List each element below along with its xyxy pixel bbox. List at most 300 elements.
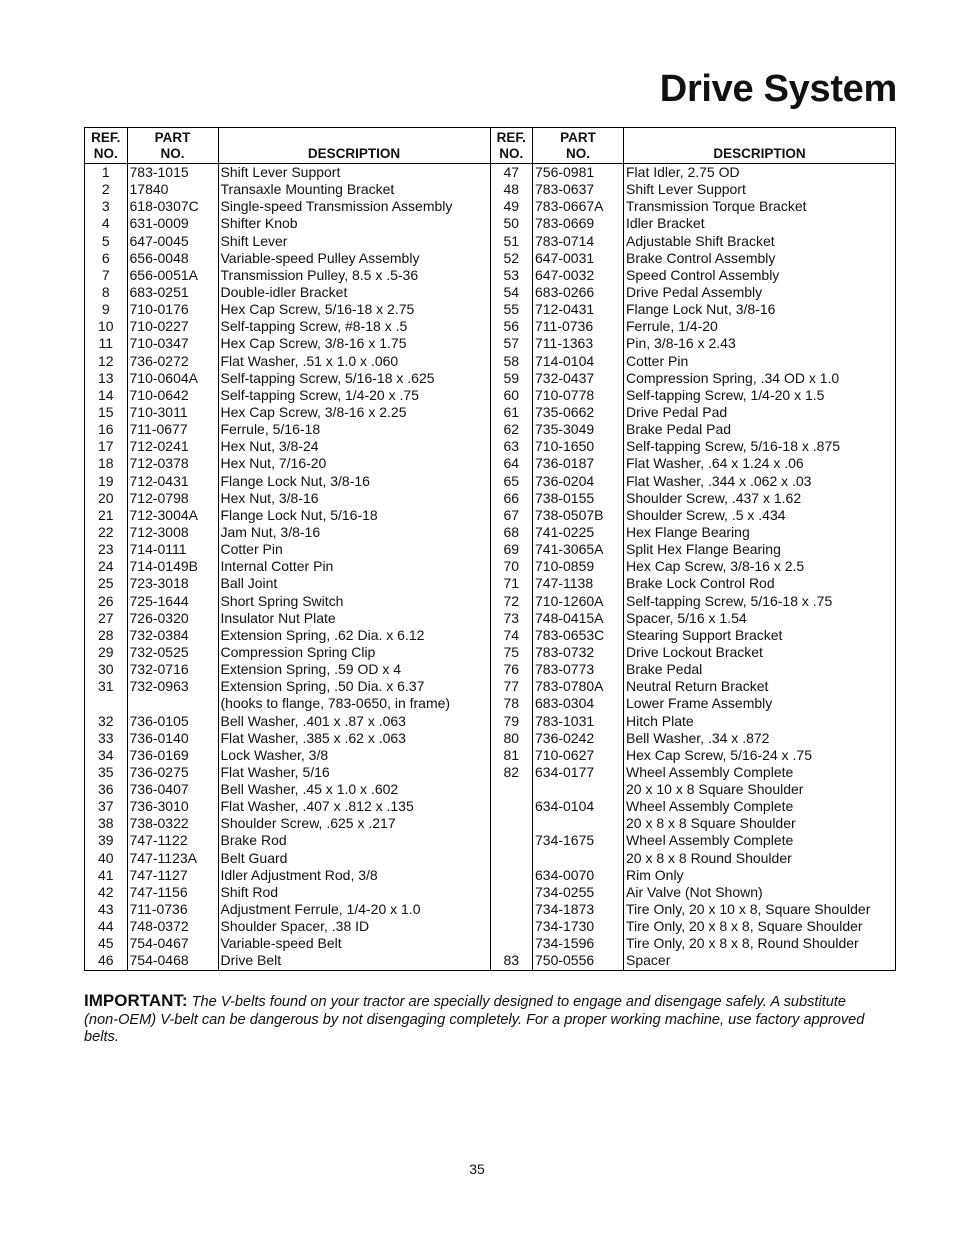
table-row: [491, 215, 896, 232]
table-row: [85, 267, 490, 284]
ref-no-cell: 37: [97, 798, 114, 815]
description-cell: Insulator Nut Plate: [218, 610, 490, 627]
ref-no-cell: 69: [503, 541, 520, 558]
table-row: [491, 284, 896, 301]
ref-no-cell: 15: [97, 403, 114, 420]
table-row: [85, 421, 490, 438]
table-row: [491, 884, 896, 901]
ref-no-cell: 74: [503, 626, 520, 643]
part-no-cell: 736-3010: [127, 798, 218, 815]
table-row: [491, 181, 896, 198]
part-no-cell: 683-0266: [533, 284, 624, 301]
ref-no-cell: 43: [97, 901, 114, 918]
table-row: [85, 524, 490, 541]
ref-no-cell: 48: [503, 181, 520, 198]
ref-no-cell: 14: [97, 386, 114, 403]
ref-no-cell: 78: [503, 695, 520, 712]
table-row: [85, 832, 490, 849]
description-header: DESCRIPTION: [218, 128, 490, 164]
description-cell: Self-tapping Screw, 1/4-20 x 1.5: [624, 387, 896, 404]
ref-no-header: [491, 128, 533, 164]
description-cell: Stearing Support Bracket: [624, 627, 896, 644]
description-cell: Flat Washer, .64 x 1.24 x .06: [624, 455, 896, 472]
part-no-cell: 736-0272: [127, 353, 218, 370]
table-row: [491, 798, 896, 815]
description-cell: Brake Control Assembly: [624, 250, 896, 267]
table-row: [491, 387, 896, 404]
parts-table-right: [490, 128, 896, 970]
ref-no-cell: 5: [101, 232, 110, 249]
part-no-cell: 732-0963: [127, 678, 218, 695]
ref-no-cell: 46: [97, 952, 114, 969]
ref-no-cell: 44: [97, 918, 114, 935]
ref-no-cell: 77: [503, 678, 520, 695]
parts-rows-right: [491, 164, 896, 970]
table-row: [85, 541, 490, 558]
table-row: [85, 644, 490, 661]
part-no-cell: 710-1260A: [533, 593, 624, 610]
description-cell: Hex Nut, 3/8-24: [218, 438, 490, 455]
part-no-cell: 783-0669: [533, 215, 624, 232]
description-cell: Self-tapping Screw, #8-18 x .5: [218, 318, 490, 335]
table-header-row: [85, 128, 490, 164]
table-row: [491, 198, 896, 215]
part-no-cell: 618-0307C: [127, 198, 218, 215]
part-no-cell: 732-0716: [127, 661, 218, 678]
table-row: [491, 747, 896, 764]
table-row: [85, 455, 490, 472]
part-no-cell: 732-0437: [533, 370, 624, 387]
ref-no-cell: 54: [503, 283, 520, 300]
ref-no-cell: 8: [101, 283, 110, 300]
description-cell: Flat Washer, .407 x .812 x .135: [218, 798, 490, 815]
description-cell: Bell Washer, .401 x .87 x .063: [218, 713, 490, 730]
ref-no-cell: 22: [97, 523, 114, 540]
part-no-cell: 710-1650: [533, 438, 624, 455]
part-no-cell: [533, 850, 624, 867]
description-cell: Hex Cap Screw, 3/8-16 x 1.75: [218, 335, 490, 352]
page-number: 35: [469, 1161, 485, 1177]
table-row: [85, 473, 490, 490]
table-row: [85, 867, 490, 884]
ref-no-cell: 12: [97, 352, 114, 369]
table-row: [491, 730, 896, 747]
part-no-cell: 712-0241: [127, 438, 218, 455]
ref-no-cell: 83: [503, 952, 520, 969]
table-row: [85, 627, 490, 644]
table-row: [491, 593, 896, 610]
part-no-cell: 634-0104: [533, 798, 624, 815]
table-row: [491, 713, 896, 730]
part-no-cell: 647-0045: [127, 233, 218, 250]
table-row: [491, 421, 896, 438]
parts-rows-left: [85, 164, 490, 970]
table-row: [491, 867, 896, 884]
ref-no-cell: 55: [503, 301, 520, 318]
part-no-cell: 725-1644: [127, 593, 218, 610]
ref-no-cell: 32: [97, 712, 114, 729]
part-no-cell: 712-3004A: [127, 507, 218, 524]
table-row: [85, 713, 490, 730]
table-row: [85, 747, 490, 764]
part-no-header: [533, 128, 624, 164]
description-cell: Lower Frame Assembly: [624, 695, 896, 712]
description-cell: Drive Pedal Pad: [624, 404, 896, 421]
ref-no-cell: [491, 918, 533, 935]
description-cell: Extension Spring, .50 Dia. x 6.37: [218, 678, 490, 695]
description-cell: Shift Lever: [218, 233, 490, 250]
description-cell: Hex Nut, 7/16-20: [218, 455, 490, 472]
ref-no-cell: [491, 867, 533, 884]
part-no-cell: 17840: [127, 181, 218, 198]
description-cell: Cotter Pin: [624, 353, 896, 370]
description-cell: Hex Cap Screw, 3/8-16 x 2.25: [218, 404, 490, 421]
table-row: [85, 798, 490, 815]
table-row: [491, 832, 896, 849]
part-no-cell: 747-1123A: [127, 850, 218, 867]
ref-no-cell: 18: [97, 455, 114, 472]
table-row: [85, 730, 490, 747]
table-row: [85, 593, 490, 610]
description-cell: Variable-speed Pulley Assembly: [218, 250, 490, 267]
part-no-cell: 656-0048: [127, 250, 218, 267]
description-cell: Adjustable Shift Bracket: [624, 233, 896, 250]
table-row: [491, 404, 896, 421]
part-no-cell: 747-1156: [127, 884, 218, 901]
ref-no-cell: 26: [97, 592, 114, 609]
table-row: [491, 301, 896, 318]
important-notice: [84, 992, 874, 1047]
description-cell: Drive Belt: [218, 952, 490, 969]
ref-no-cell: 60: [503, 386, 520, 403]
part-no-cell: 634-0070: [533, 867, 624, 884]
ref-no-cell: 81: [503, 746, 520, 763]
description-cell: Shoulder Screw, .625 x .217: [218, 815, 490, 832]
parts-table-left: [85, 128, 490, 970]
description-cell: Hex Cap Screw, 5/16-24 x .75: [624, 747, 896, 764]
part-no-cell: [127, 695, 218, 712]
ref-no-cell: 6: [101, 249, 110, 266]
part-no-cell: 711-0677: [127, 421, 218, 438]
table-row: [491, 507, 896, 524]
ref-no-cell: 2: [101, 181, 110, 198]
part-no-cell: 711-0736: [533, 318, 624, 335]
ref-no-cell: 52: [503, 249, 520, 266]
part-no-cell: 736-0140: [127, 730, 218, 747]
ref-no-cell: 39: [97, 832, 114, 849]
table-row: [85, 318, 490, 335]
ref-no-cell: [491, 901, 533, 918]
table-row: [85, 901, 490, 918]
ref-no-cell: 27: [97, 609, 114, 626]
ref-no-cell: 13: [97, 369, 114, 386]
ref-no-cell: 1: [101, 164, 110, 180]
part-no-cell: 747-1127: [127, 867, 218, 884]
description-cell: Pin, 3/8-16 x 2.43: [624, 335, 896, 352]
table-row: [85, 404, 490, 421]
description-cell: Belt Guard: [218, 850, 490, 867]
ref-no-cell: 59: [503, 369, 520, 386]
table-row: [85, 558, 490, 575]
part-no-cell: 647-0032: [533, 267, 624, 284]
ref-no-cell: 63: [503, 438, 520, 455]
part-no-cell: 710-0778: [533, 387, 624, 404]
part-no-cell: 710-0604A: [127, 370, 218, 387]
part-no-cell: 712-0798: [127, 490, 218, 507]
part-no-cell: 656-0051A: [127, 267, 218, 284]
ref-no-cell: 33: [97, 729, 114, 746]
description-cell: Self-tapping Screw, 5/16-18 x .625: [218, 370, 490, 387]
description-cell: Ferrule, 5/16-18: [218, 421, 490, 438]
description-cell: Flat Washer, .385 x .62 x .063: [218, 730, 490, 747]
ref-no-cell: 10: [97, 318, 114, 335]
ref-no-cell: 29: [97, 643, 114, 660]
part-no-cell: 736-0105: [127, 713, 218, 730]
description-cell: Split Hex Flange Bearing: [624, 541, 896, 558]
description-cell: Tire Only, 20 x 10 x 8, Square Shoulder: [624, 901, 896, 918]
table-row: [491, 438, 896, 455]
ref-no-cell: 4: [101, 215, 110, 232]
description-cell: Hitch Plate: [624, 713, 896, 730]
table-row: [491, 935, 896, 952]
ref-no-cell: [491, 935, 533, 952]
description-cell: Rim Only: [624, 867, 896, 884]
description-cell: Ferrule, 1/4-20: [624, 318, 896, 335]
description-cell: Short Spring Switch: [218, 593, 490, 610]
ref-no-cell: 49: [503, 198, 520, 215]
description-cell: 20 x 10 x 8 Square Shoulder: [624, 781, 896, 798]
table-row: [85, 370, 490, 387]
table-row: [85, 198, 490, 215]
part-no-cell: 783-0773: [533, 661, 624, 678]
part-no-cell: 726-0320: [127, 610, 218, 627]
description-cell: Wheel Assembly Complete: [624, 832, 896, 849]
part-no-cell: 631-0009: [127, 215, 218, 232]
description-cell: Idler Bracket: [624, 215, 896, 232]
part-no-cell: 710-0347: [127, 335, 218, 352]
table-row: [491, 473, 896, 490]
ref-no-cell: 65: [503, 472, 520, 489]
part-no-cell: 711-1363: [533, 335, 624, 352]
page-title: Drive System: [659, 68, 897, 110]
part-no-cell: 732-0525: [127, 644, 218, 661]
ref-no-header: [85, 128, 127, 164]
part-no-cell: 734-1675: [533, 832, 624, 849]
table-row: [85, 335, 490, 352]
ref-no-cell: 45: [97, 935, 114, 952]
table-row: [491, 815, 896, 832]
table-row: [85, 815, 490, 832]
description-cell: Self-tapping Screw, 5/16-18 x .75: [624, 593, 896, 610]
ref-no-cell: 56: [503, 318, 520, 335]
description-cell: Tire Only, 20 x 8 x 8, Square Shoulder: [624, 918, 896, 935]
part-no-cell: 741-3065A: [533, 541, 624, 558]
description-cell: Shift Rod: [218, 884, 490, 901]
description-cell: Ball Joint: [218, 575, 490, 592]
ref-no-cell: 66: [503, 489, 520, 506]
ref-no-cell: [491, 850, 533, 867]
part-no-cell: 747-1122: [127, 832, 218, 849]
part-no-cell: 738-0507B: [533, 507, 624, 524]
part-no-cell: 647-0031: [533, 250, 624, 267]
table-row: [85, 850, 490, 867]
ref-no-cell: 75: [503, 643, 520, 660]
ref-no-cell: 24: [97, 558, 114, 575]
part-no-cell: 634-0177: [533, 764, 624, 781]
ref-no-cell: 25: [97, 575, 114, 592]
table-row: [85, 678, 490, 695]
table-row: [85, 284, 490, 301]
description-cell: Idler Adjustment Rod, 3/8: [218, 867, 490, 884]
part-no-cell: 683-0251: [127, 284, 218, 301]
table-row: [85, 164, 490, 182]
part-no-cell: 738-0155: [533, 490, 624, 507]
ref-no-cell: [491, 884, 533, 901]
ref-no-cell: 38: [97, 815, 114, 832]
part-no-cell: 732-0384: [127, 627, 218, 644]
description-cell: Extension Spring, .59 OD x 4: [218, 661, 490, 678]
table-row: [85, 438, 490, 455]
description-cell: Cotter Pin: [218, 541, 490, 558]
ref-no-cell: 53: [503, 266, 520, 283]
description-cell: Transmission Pulley, 8.5 x .5-36: [218, 267, 490, 284]
ref-no-cell: 72: [503, 592, 520, 609]
part-no-cell: 748-0372: [127, 918, 218, 935]
table-row: [85, 215, 490, 232]
description-cell: Brake Lock Control Rod: [624, 575, 896, 592]
description-cell: Shift Lever Support: [218, 164, 490, 182]
part-no-cell: 734-0255: [533, 884, 624, 901]
part-no-cell: 741-0225: [533, 524, 624, 541]
table-row: [491, 627, 896, 644]
description-cell: Lock Washer, 3/8: [218, 747, 490, 764]
ref-no-cell: 16: [97, 421, 114, 438]
description-cell: Wheel Assembly Complete: [624, 764, 896, 781]
part-no-cell: 736-0187: [533, 455, 624, 472]
description-cell: Shift Lever Support: [624, 181, 896, 198]
table-row: [85, 935, 490, 952]
important-label: IMPORTANT:: [84, 991, 188, 1010]
part-no-cell: 735-3049: [533, 421, 624, 438]
part-no-cell: 734-1730: [533, 918, 624, 935]
part-no-cell: 783-1015: [127, 164, 218, 182]
description-cell: Bell Washer, .45 x 1.0 x .602: [218, 781, 490, 798]
ref-no-cell: [85, 695, 127, 712]
table-row: [85, 181, 490, 198]
description-cell: Single-speed Transmission Assembly: [218, 198, 490, 215]
parts-list-left: [85, 128, 490, 970]
part-no-cell: 736-0242: [533, 730, 624, 747]
description-cell: Self-tapping Screw, 1/4-20 x .75: [218, 387, 490, 404]
description-cell: Internal Cotter Pin: [218, 558, 490, 575]
table-row: [85, 695, 490, 712]
description-header: DESCRIPTION: [624, 128, 896, 164]
description-cell: Spacer: [624, 952, 896, 969]
description-cell: Jam Nut, 3/8-16: [218, 524, 490, 541]
description-cell: Flat Washer, 5/16: [218, 764, 490, 781]
part-no-cell: 714-0149B: [127, 558, 218, 575]
part-no-cell: 783-0637: [533, 181, 624, 198]
table-row: [85, 918, 490, 935]
table-row: [491, 678, 896, 695]
table-row: [85, 781, 490, 798]
table-row: [85, 661, 490, 678]
table-row: [491, 370, 896, 387]
part-no-cell: 712-3008: [127, 524, 218, 541]
table-row: [491, 233, 896, 250]
description-cell: Hex Cap Screw, 3/8-16 x 2.5: [624, 558, 896, 575]
ref-no-cell: 3: [101, 198, 110, 215]
table-row: [491, 250, 896, 267]
part-no-cell: 712-0431: [127, 473, 218, 490]
part-no-cell: 736-0169: [127, 747, 218, 764]
description-cell: Extension Spring, .62 Dia. x 6.12: [218, 627, 490, 644]
description-cell: Brake Pedal Pad: [624, 421, 896, 438]
ref-no-cell: 17: [97, 438, 114, 455]
description-cell: Spacer, 5/16 x 1.54: [624, 610, 896, 627]
table-row: [491, 610, 896, 627]
ref-no-cell: 80: [503, 729, 520, 746]
description-cell: Tire Only, 20 x 8 x 8, Round Shoulder: [624, 935, 896, 952]
table-header-row: [491, 128, 896, 164]
part-no-cell: 714-0104: [533, 353, 624, 370]
description-cell: Self-tapping Screw, 5/16-18 x .875: [624, 438, 896, 455]
table-row: [491, 455, 896, 472]
table-row: [491, 644, 896, 661]
ref-no-cell: [491, 798, 533, 815]
ref-no-cell: 20: [97, 489, 114, 506]
table-row: [491, 267, 896, 284]
part-no-cell: 734-1873: [533, 901, 624, 918]
description-cell: Variable-speed Belt: [218, 935, 490, 952]
description-cell: Hex Cap Screw, 5/16-18 x 2.75: [218, 301, 490, 318]
table-row: [85, 952, 490, 969]
part-no-cell: 714-0111: [127, 541, 218, 558]
description-cell: Flat Washer, .51 x 1.0 x .060: [218, 353, 490, 370]
description-cell: Double-idler Bracket: [218, 284, 490, 301]
description-cell: Speed Control Assembly: [624, 267, 896, 284]
table-row: [491, 661, 896, 678]
parts-table: [84, 127, 896, 971]
table-row: [85, 250, 490, 267]
ref-no-cell: 19: [97, 472, 114, 489]
ref-no-cell: [491, 781, 533, 798]
description-cell: Drive Lockout Bracket: [624, 644, 896, 661]
table-row: [491, 952, 896, 969]
part-no-cell: 736-0407: [127, 781, 218, 798]
description-cell: 20 x 8 x 8 Square Shoulder: [624, 815, 896, 832]
description-cell: Brake Pedal: [624, 661, 896, 678]
table-row: [85, 575, 490, 592]
ref-no-cell: [491, 815, 533, 832]
description-cell: Compression Spring, .34 OD x 1.0: [624, 370, 896, 387]
ref-no-header-text: REF. NO.: [496, 130, 526, 161]
part-no-cell: 736-0275: [127, 764, 218, 781]
ref-no-cell: 57: [503, 335, 520, 352]
description-cell: Shifter Knob: [218, 215, 490, 232]
ref-no-cell: 51: [503, 232, 520, 249]
part-no-cell: 712-0431: [533, 301, 624, 318]
table-row: [491, 524, 896, 541]
description-cell: Transaxle Mounting Bracket: [218, 181, 490, 198]
ref-no-cell: 11: [98, 335, 114, 352]
table-row: [85, 353, 490, 370]
ref-no-cell: 50: [503, 215, 520, 232]
part-no-cell: 783-0667A: [533, 198, 624, 215]
table-row: [85, 387, 490, 404]
part-no-cell: 712-0378: [127, 455, 218, 472]
description-cell: Flange Lock Nut, 3/8-16: [218, 473, 490, 490]
